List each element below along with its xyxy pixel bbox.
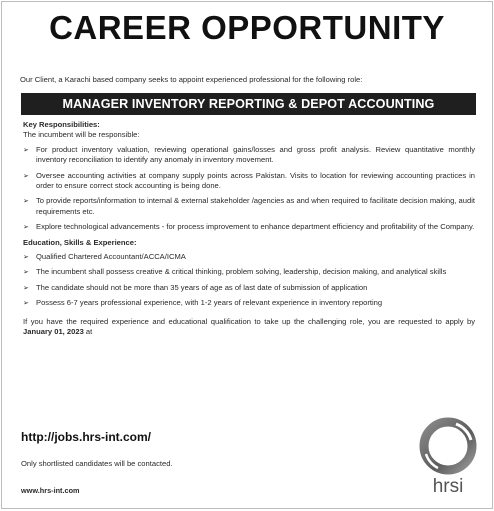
education-list (23, 252, 475, 309)
responsibilities-lead: The incumbent will be responsible: (23, 130, 140, 140)
website-link[interactable]: www.hrs-int.com (21, 486, 80, 495)
hrsi-logo (416, 416, 480, 500)
education-heading: Education, Skills & Experience: (23, 237, 137, 247)
position-title-banner (21, 93, 476, 115)
job-advertisement (1, 1, 493, 509)
closing-text: If you have the required experience and educational qualification to take up the challenging role, you are requested to apply by (23, 316, 475, 326)
list-item: ➢ To provide reports/information to internal & external stakeholder /agencies as and when required to facilitate decision making, audit requirements etc. (23, 196, 475, 217)
ad-intro: Our Client, a Karachi based company seeks to appoint experienced professional for the following role: (20, 75, 363, 84)
list-item: ➢ The candidate should not be more than 35 years of age as of last date of submission of application (23, 283, 475, 293)
list-item: ➢ Possess 6-7 years professional experience, with 1-2 years of relevant experience in inventory reporting (23, 298, 475, 308)
list-item: ➢ Oversee accounting activities at company supply points across Pakistan. Visits to location for reviewing accounting practices in order to ensure correct stock accounting is being done. (23, 171, 475, 192)
position-title: MANAGER INVENTORY REPORTING & DEPOT ACCOUNTING (62, 97, 435, 111)
apply-url-link[interactable]: http://jobs.hrs-int.com/ (21, 430, 151, 444)
list-item: ➢ Qualified Chartered Accountant/ACCA/ICMA (23, 252, 475, 262)
list-item: ➢ Explore technological advancements - for process improvement to enhance department efficiency and profitability of the Company. (23, 222, 475, 232)
hrsi-ring-logo-icon (416, 416, 480, 476)
ad-headline: CAREER OPPORTUNITY (49, 9, 445, 46)
application-instructions (23, 317, 475, 338)
shortlist-note: Only shortlisted candidates will be contacted. (21, 459, 173, 468)
list-item: ➢ For product inventory valuation, reviewing operational gains/losses and gross profit analysis. Review quantitative monthly inventory reconciliation to identify any anomaly in inventory movement. (23, 145, 475, 166)
logo-wordmark: hrsi (432, 476, 464, 497)
responsibilities-list (23, 145, 475, 233)
responsibilities-heading: Key Responsibilities: (23, 120, 100, 129)
ad-body (23, 120, 475, 338)
application-deadline: January 01, 2023 (23, 327, 84, 337)
list-item: ➢ The incumbent shall possess creative & critical thinking, problem solving, leadership, decision making, and analytical skills (23, 267, 475, 277)
closing-text-end: at (83, 327, 93, 337)
